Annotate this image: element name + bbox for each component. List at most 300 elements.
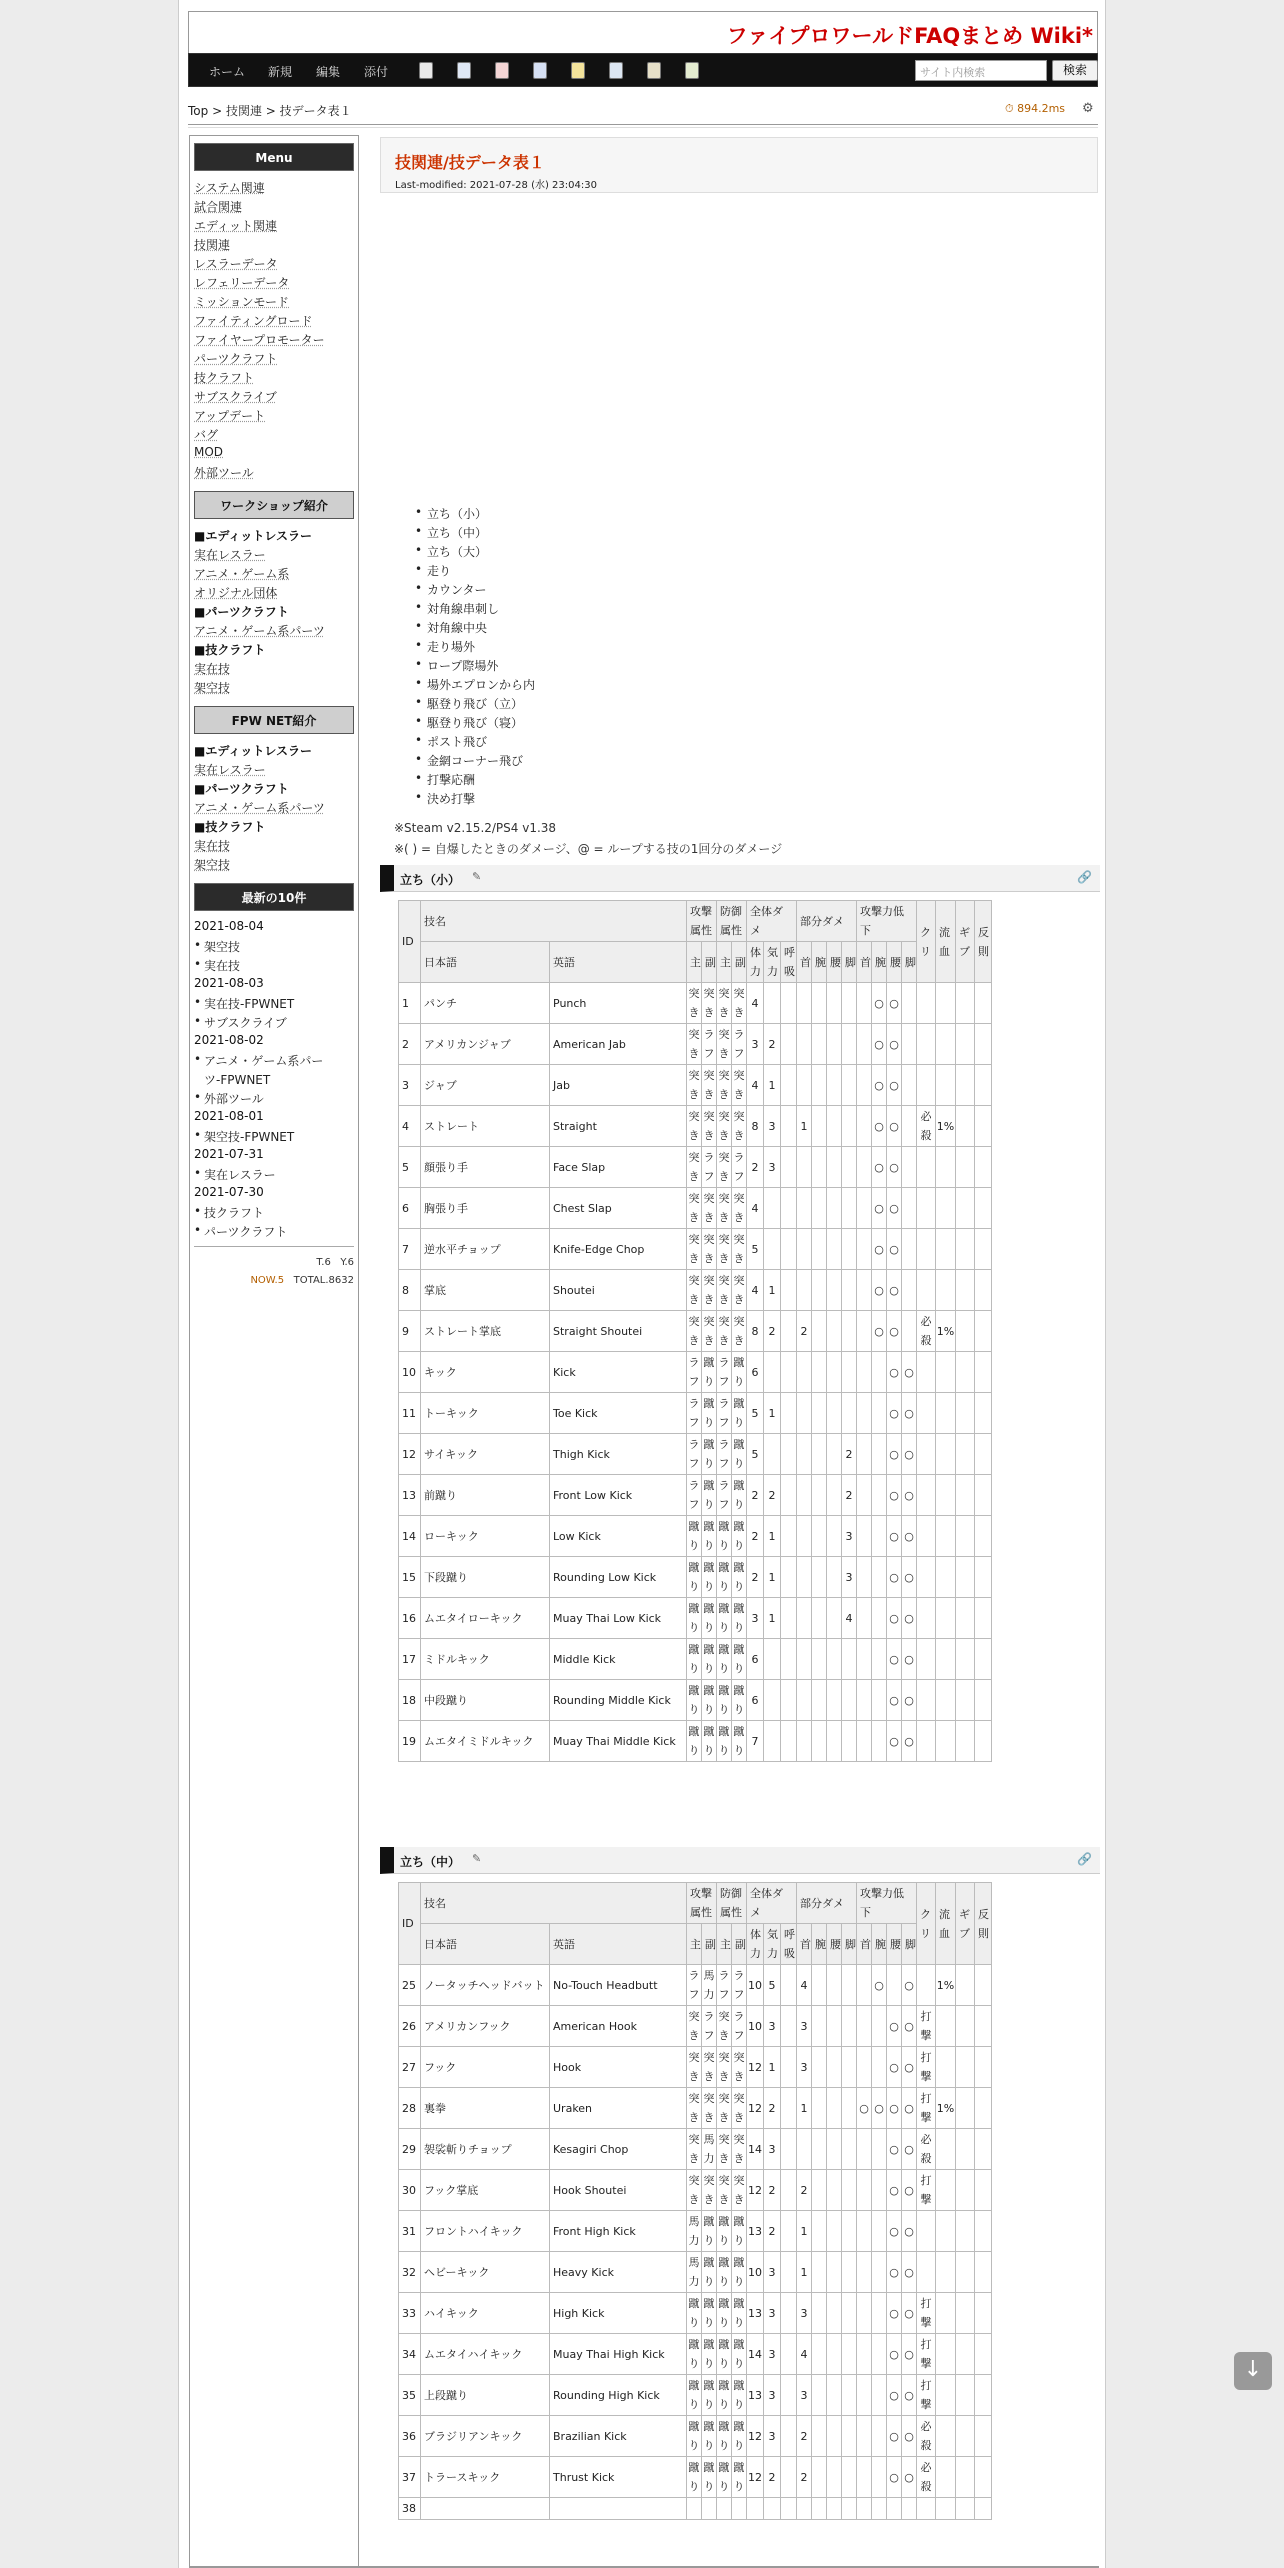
- recent-item-link[interactable]: • 実在技-FPWNET: [204, 995, 294, 1012]
- table-cell: 35: [399, 2375, 421, 2416]
- table-cell: [975, 2375, 992, 2416]
- table-cell: 打撃: [917, 2334, 936, 2375]
- column-header: 英語: [550, 942, 687, 983]
- column-header: 主: [687, 1924, 702, 1965]
- toc-link[interactable]: • 決め打撃: [427, 790, 475, 807]
- table-cell: [764, 1188, 781, 1229]
- table-cell: [781, 2457, 797, 2498]
- toolbar-edit-icon[interactable]: [419, 62, 433, 79]
- table-row: [399, 2170, 992, 2211]
- toc-link[interactable]: • ポスト飛び: [427, 733, 487, 750]
- table-cell: 突き: [732, 1106, 747, 1147]
- table-row: [399, 1965, 992, 2006]
- table-row: [399, 1311, 992, 1352]
- table-cell: [936, 1680, 956, 1721]
- table-cell: 蹴り: [717, 2457, 732, 2498]
- section-heading: [380, 865, 1100, 892]
- move-name-jp: ノータッチヘッドバット: [421, 1965, 550, 2006]
- table-cell: [781, 1393, 797, 1434]
- sidebar-menu-item[interactable]: レフェリーデータ: [194, 276, 290, 290]
- recent-item-link[interactable]: • サブスクライブ: [204, 1014, 287, 1031]
- toc-link[interactable]: • 立ち（中）: [427, 524, 487, 541]
- table-cell: [936, 1147, 956, 1188]
- sidebar-menu-item[interactable]: レスラーデータ: [194, 257, 278, 271]
- table-cell: 2: [747, 1147, 764, 1188]
- move-name-en: Rounding High Kick: [550, 2375, 687, 2416]
- table-cell: [812, 1721, 827, 1762]
- table-cell: [902, 1106, 917, 1147]
- table-cell: ○: [887, 1475, 902, 1516]
- table-cell: 13: [399, 1475, 421, 1516]
- recent-item-link[interactable]: • 外部ツール: [204, 1090, 264, 1107]
- table-cell: 蹴り: [702, 1516, 717, 1557]
- table-cell: ラフ: [687, 1352, 702, 1393]
- table-cell: 38: [399, 2498, 421, 2520]
- move-name-en: Rounding Low Kick: [550, 1557, 687, 1598]
- sidebar-menu-item[interactable]: 試合関連: [194, 200, 243, 214]
- table-cell: ○: [872, 1147, 887, 1188]
- table-cell: 12: [399, 1434, 421, 1475]
- table-cell: ○: [872, 1024, 887, 1065]
- table-cell: 突き: [702, 1311, 717, 1352]
- table-cell: [936, 2416, 956, 2457]
- table-cell: 蹴り: [687, 2375, 702, 2416]
- sidebar-link[interactable]: アニメ・ゲーム系パーツ: [194, 624, 325, 638]
- table-cell: [797, 1147, 812, 1188]
- breadcrumb-waza[interactable]: 技関連: [225, 104, 262, 118]
- recent-item-link[interactable]: ツ-FPWNET: [204, 1073, 271, 1087]
- column-header: 脚: [902, 942, 917, 983]
- recent-date: 2021-08-03: [194, 976, 264, 990]
- table-cell: [842, 2293, 857, 2334]
- table-cell: 3: [797, 2293, 812, 2334]
- toc-link[interactable]: • 対角線中央: [427, 619, 487, 636]
- table-cell: ○: [887, 1393, 902, 1434]
- recent-item-link[interactable]: • 実在レスラー: [204, 1166, 276, 1183]
- table-cell: ○: [902, 2006, 917, 2047]
- toc-link[interactable]: • 駆登り飛び（寝）: [427, 714, 523, 731]
- table-cell: [975, 2457, 992, 2498]
- site-header: [188, 11, 1098, 53]
- page-counters: [194, 1246, 354, 1290]
- table-cell: [717, 2498, 732, 2520]
- column-header: 副: [732, 1924, 747, 1965]
- table-cell: [781, 1024, 797, 1065]
- table-cell: [827, 1557, 842, 1598]
- sidebar-menu-item[interactable]: 技関連: [194, 238, 231, 252]
- column-header: 気力: [764, 942, 781, 983]
- table-row: [399, 2498, 992, 2520]
- table-cell: [917, 1965, 936, 2006]
- toc-link[interactable]: • 金網コーナー飛び: [427, 752, 523, 769]
- table-cell: 蹴り: [687, 2457, 702, 2498]
- table-cell: [764, 1721, 781, 1762]
- table-cell: [936, 2457, 956, 2498]
- table-cell: 1%: [936, 1965, 956, 2006]
- table-cell: [842, 2211, 857, 2252]
- workshop-heading: ワークショップ紹介: [194, 491, 354, 519]
- toolbar-page-icon[interactable]: [457, 62, 471, 79]
- sidebar-link[interactable]: 実在技: [194, 662, 231, 676]
- table-cell: ○: [887, 1598, 902, 1639]
- table-cell: 蹴り: [702, 1352, 717, 1393]
- move-name-en: Heavy Kick: [550, 2252, 687, 2293]
- table-cell: 蹴り: [732, 1721, 747, 1762]
- toc-link[interactable]: • 場外エプロンから内: [427, 676, 535, 693]
- table-cell: 蹴り: [687, 1557, 702, 1598]
- table-cell: [956, 2088, 975, 2129]
- table-cell: [797, 1639, 812, 1680]
- table-cell: 蹴り: [702, 2293, 717, 2334]
- table-cell: [797, 1352, 812, 1393]
- page: [178, 0, 1106, 2568]
- id-header: ID: [399, 1883, 421, 1965]
- table-cell: [936, 1516, 956, 1557]
- table-cell: [827, 2416, 842, 2457]
- scroll-down-button[interactable]: ↓: [1234, 2352, 1272, 2390]
- sidebar-menu-item[interactable]: MOD: [194, 445, 224, 459]
- table-cell: 突き: [687, 1024, 702, 1065]
- table-cell: [812, 2129, 827, 2170]
- column-header: クリ: [917, 901, 936, 983]
- table-cell: [872, 1434, 887, 1475]
- table-cell: 26: [399, 2006, 421, 2047]
- move-name-jp: トラースキック: [421, 2457, 550, 2498]
- move-name-jp: 逆水平チョップ: [421, 1229, 550, 1270]
- toc-link[interactable]: • 対角線串刺し: [427, 600, 499, 617]
- table-cell: [812, 1557, 827, 1598]
- edit-pencil-icon[interactable]: ✎: [472, 1852, 482, 1865]
- table-cell: 3: [842, 1557, 857, 1598]
- table-cell: 1: [764, 1516, 781, 1557]
- table-cell: ○: [902, 2211, 917, 2252]
- table-cell: [827, 1106, 842, 1147]
- toc-link[interactable]: • カウンター: [427, 581, 487, 598]
- table-cell: [812, 2498, 827, 2520]
- move-name-en: Jab: [550, 1065, 687, 1106]
- table-cell: [857, 2252, 872, 2293]
- table-cell: [812, 1229, 827, 1270]
- table-cell: 37: [399, 2457, 421, 2498]
- recent-item-link[interactable]: • パーツクラフト: [204, 1223, 287, 1240]
- section-title: 立ち（小）: [400, 873, 461, 887]
- table-cell: ○: [902, 2334, 917, 2375]
- table-cell: [975, 2334, 992, 2375]
- toc-link[interactable]: • 走り場外: [427, 638, 475, 655]
- breadcrumb-top[interactable]: Top: [188, 104, 209, 118]
- table-cell: 蹴り: [702, 1434, 717, 1475]
- recent-item-link[interactable]: • 実在技: [204, 957, 240, 974]
- table-cell: ○: [872, 1311, 887, 1352]
- table-row: [399, 2252, 992, 2293]
- table-cell: ○: [902, 1639, 917, 1680]
- table-cell: [764, 1639, 781, 1680]
- table-cell: [956, 2416, 975, 2457]
- table-cell: [872, 1721, 887, 1762]
- table-cell: [956, 2047, 975, 2088]
- table-cell: 馬力: [687, 2252, 702, 2293]
- table-cell: [842, 1311, 857, 1352]
- table-cell: [956, 2293, 975, 2334]
- move-name-en: Brazilian Kick: [550, 2416, 687, 2457]
- table-cell: 蹴り: [732, 1639, 747, 1680]
- sidebar-menu-item[interactable]: エディット関連: [194, 219, 278, 233]
- table-row: [399, 2129, 992, 2170]
- toc-link[interactable]: • 駆登り飛び（立）: [427, 695, 523, 712]
- table-cell: [812, 2252, 827, 2293]
- table-cell: [797, 1721, 812, 1762]
- sidebar-menu-item[interactable]: パーツクラフト: [194, 352, 278, 366]
- table-cell: [902, 1270, 917, 1311]
- toc-link[interactable]: • 立ち（小）: [427, 505, 487, 522]
- table-cell: 突き: [702, 1106, 717, 1147]
- table-cell: ○: [902, 2457, 917, 2498]
- table-cell: ○: [902, 1598, 917, 1639]
- table-cell: [902, 2498, 917, 2520]
- table-cell: [812, 2375, 827, 2416]
- table-cell: [872, 2416, 887, 2457]
- table-cell: [956, 2498, 975, 2520]
- table-cell: 蹴り: [717, 1598, 732, 1639]
- table-cell: [747, 2498, 764, 2520]
- table-cell: [827, 1352, 842, 1393]
- table-cell: [917, 2252, 936, 2293]
- sidebar-menu-item[interactable]: 技クラフト: [194, 371, 255, 385]
- id-header: ID: [399, 901, 421, 983]
- site-title[interactable]: ファイプロワールドFAQまとめ Wiki*: [726, 24, 1093, 48]
- table-cell: [936, 1639, 956, 1680]
- table-cell: ○: [887, 1229, 902, 1270]
- column-header: 攻撃属性: [687, 1883, 717, 1924]
- gear-icon[interactable]: ⚙: [1082, 101, 1094, 116]
- table-cell: 5: [747, 1434, 764, 1475]
- table-cell: [975, 2416, 992, 2457]
- table-cell: 蹴り: [687, 2416, 702, 2457]
- table-cell: [956, 1516, 975, 1557]
- table-cell: [975, 2498, 992, 2520]
- table-cell: [902, 1024, 917, 1065]
- table-cell: [936, 1352, 956, 1393]
- table-cell: [827, 1024, 842, 1065]
- table-cell: [936, 2375, 956, 2416]
- table-cell: 突き: [702, 2170, 717, 2211]
- move-name-jp: ブラジリアンキック: [421, 2416, 550, 2457]
- table-cell: 3: [764, 2129, 781, 2170]
- table-cell: 6: [747, 1352, 764, 1393]
- toolbar-diff-icon[interactable]: [685, 62, 699, 79]
- recent-item-link[interactable]: • 技クラフト: [204, 1204, 264, 1221]
- recent-item-link[interactable]: • 架空技: [204, 938, 240, 955]
- move-name-en: American Hook: [550, 2006, 687, 2047]
- recent-date: 2021-08-01: [194, 1109, 264, 1123]
- table-cell: [842, 2252, 857, 2293]
- table-cell: [827, 1147, 842, 1188]
- sidebar-link[interactable]: オリジナル団体: [194, 586, 278, 600]
- table-row: [399, 2334, 992, 2375]
- anchor-link-icon[interactable]: 🔗: [1077, 870, 1092, 884]
- column-header: 呼吸: [781, 942, 797, 983]
- sidebar-link[interactable]: 架空技: [194, 858, 231, 872]
- sidebar-link[interactable]: 実在レスラー: [194, 548, 266, 562]
- table-cell: ラフ: [702, 1147, 717, 1188]
- toc-link[interactable]: • 走り: [427, 562, 451, 579]
- move-name-en: Punch: [550, 983, 687, 1024]
- table-cell: [917, 1516, 936, 1557]
- search-button[interactable]: 検索: [1052, 60, 1098, 81]
- table-cell: [917, 1352, 936, 1393]
- toolbar-backup-icon[interactable]: [647, 62, 661, 79]
- table-cell: 28: [399, 2088, 421, 2129]
- table-cell: 突き: [687, 1147, 702, 1188]
- table-cell: [812, 1106, 827, 1147]
- table-cell: [842, 1965, 857, 2006]
- sidebar-category: ■技クラフト: [194, 820, 266, 834]
- move-name-en: Uraken: [550, 2088, 687, 2129]
- table-cell: [936, 2006, 956, 2047]
- sidebar-link[interactable]: アニメ・ゲーム系: [194, 567, 290, 581]
- sidebar-menu-item[interactable]: バグ: [194, 428, 219, 442]
- toolbar-rename-icon[interactable]: [571, 62, 585, 79]
- move-name-en: Front High Kick: [550, 2211, 687, 2252]
- nav-home-link[interactable]: ホーム: [209, 65, 246, 79]
- table-row: [399, 1516, 992, 1557]
- table-cell: ○: [902, 1475, 917, 1516]
- column-header: 腕: [872, 1924, 887, 1965]
- toc-link[interactable]: • ロープ際場外: [427, 657, 498, 674]
- table-cell: [956, 2211, 975, 2252]
- sidebar-menu-item[interactable]: ミッションモード: [194, 295, 290, 309]
- table-cell: [812, 1680, 827, 1721]
- table-cell: ○: [887, 2334, 902, 2375]
- sidebar-menu-item[interactable]: ファイヤープロモーター: [194, 333, 325, 347]
- edit-pencil-icon[interactable]: ✎: [472, 870, 482, 883]
- table-cell: ラフ: [702, 1024, 717, 1065]
- table-cell: ○: [887, 1639, 902, 1680]
- table-cell: [781, 2252, 797, 2293]
- table-cell: 3: [764, 2252, 781, 2293]
- toolbar-delete-icon[interactable]: [495, 62, 509, 79]
- sidebar-link[interactable]: 実在レスラー: [194, 763, 266, 777]
- table-cell: [812, 2457, 827, 2498]
- table-cell: [975, 1270, 992, 1311]
- nav-edit-link[interactable]: 編集: [316, 65, 341, 79]
- nav-attach-link[interactable]: 添付: [364, 65, 389, 79]
- table-cell: [936, 2129, 956, 2170]
- table-cell: ラフ: [687, 1434, 702, 1475]
- toc-link[interactable]: • 打撃応酬: [427, 771, 475, 788]
- table-cell: ○: [887, 2129, 902, 2170]
- table-cell: [975, 1024, 992, 1065]
- table-cell: [781, 1965, 797, 2006]
- table-cell: [902, 1065, 917, 1106]
- table-cell: [857, 1311, 872, 1352]
- column-header: 首: [797, 1924, 812, 1965]
- table-cell: ラフ: [717, 1352, 732, 1393]
- recent-item-link[interactable]: • アニメ・ゲーム系パー: [204, 1052, 323, 1069]
- render-time-value: 894.2ms: [1017, 102, 1066, 115]
- table-cell: 2: [797, 2457, 812, 2498]
- move-name-en: Face Slap: [550, 1147, 687, 1188]
- table-cell: 蹴り: [717, 1680, 732, 1721]
- table-row: [399, 1229, 992, 1270]
- table-cell: [781, 1516, 797, 1557]
- search-input[interactable]: サイト内検索: [915, 60, 1047, 81]
- table-cell: [781, 1311, 797, 1352]
- nav-new-link[interactable]: 新規: [268, 65, 293, 79]
- table-cell: 蹴り: [717, 1557, 732, 1598]
- table-cell: [936, 2252, 956, 2293]
- counter-total: TOTAL.8632: [293, 1275, 354, 1286]
- toolbar-list-icon[interactable]: [609, 62, 623, 79]
- table-cell: 10: [399, 1352, 421, 1393]
- table-cell: 突き: [687, 1188, 702, 1229]
- table-cell: 8: [747, 1311, 764, 1352]
- table-cell: [872, 2252, 887, 2293]
- sidebar-menu-item[interactable]: ファイティングロード: [194, 314, 313, 328]
- table-cell: 蹴り: [732, 2334, 747, 2375]
- move-name-jp: パンチ: [421, 983, 550, 1024]
- table-cell: ○: [902, 2088, 917, 2129]
- table-cell: [872, 2293, 887, 2334]
- table-cell: [902, 1147, 917, 1188]
- table-cell: [857, 1721, 872, 1762]
- move-name-jp: ムエタイローキック: [421, 1598, 550, 1639]
- table-cell: 3: [764, 2006, 781, 2047]
- table-cell: 馬力: [702, 2129, 717, 2170]
- table-cell: ○: [902, 2293, 917, 2334]
- table-cell: [975, 2211, 992, 2252]
- breadcrumb: Top > 技関連 > 技データ表１: [188, 104, 352, 118]
- table-cell: [781, 1598, 797, 1639]
- sidebar-menu-item[interactable]: アップデート: [194, 409, 266, 423]
- table-cell: ○: [887, 1311, 902, 1352]
- column-header: 腰: [887, 942, 902, 983]
- sidebar-menu-item[interactable]: システム関連: [194, 181, 265, 195]
- table-cell: [827, 2211, 842, 2252]
- sidebar-link[interactable]: 実在技: [194, 839, 231, 853]
- table-cell: 突き: [687, 2129, 702, 2170]
- move-name-jp: 掌底: [421, 1270, 550, 1311]
- toc-link[interactable]: • 立ち（大）: [427, 543, 487, 560]
- sidebar-link[interactable]: アニメ・ゲーム系パーツ: [194, 801, 325, 815]
- table-cell: ラフ: [732, 1965, 747, 2006]
- table-cell: [812, 1270, 827, 1311]
- table-cell: [781, 2375, 797, 2416]
- table-cell: [975, 1598, 992, 1639]
- table-cell: [956, 1434, 975, 1475]
- table-cell: [917, 983, 936, 1024]
- anchor-link-icon[interactable]: 🔗: [1077, 1852, 1092, 1866]
- sidebar-link[interactable]: 架空技: [194, 681, 231, 695]
- table-cell: [975, 2170, 992, 2211]
- move-name-jp: トーキック: [421, 1393, 550, 1434]
- table-cell: [781, 2006, 797, 2047]
- table-cell: 2: [747, 1516, 764, 1557]
- toolbar-copy-icon[interactable]: [533, 62, 547, 79]
- table-cell: [812, 1475, 827, 1516]
- move-name-jp: フロントハイキック: [421, 2211, 550, 2252]
- column-header: 攻撃力低下: [857, 901, 917, 942]
- table-cell: 突き: [717, 2047, 732, 2088]
- sidebar-menu-item[interactable]: 外部ツール: [194, 466, 254, 480]
- move-name-jp: ミドルキック: [421, 1639, 550, 1680]
- table-cell: [872, 2170, 887, 2211]
- recent-item-link[interactable]: • 架空技-FPWNET: [204, 1128, 294, 1145]
- table-cell: [975, 2088, 992, 2129]
- table-cell: [781, 2498, 797, 2520]
- sidebar-menu-item[interactable]: サブスクライブ: [194, 390, 277, 404]
- move-name-jp: 裏拳: [421, 2088, 550, 2129]
